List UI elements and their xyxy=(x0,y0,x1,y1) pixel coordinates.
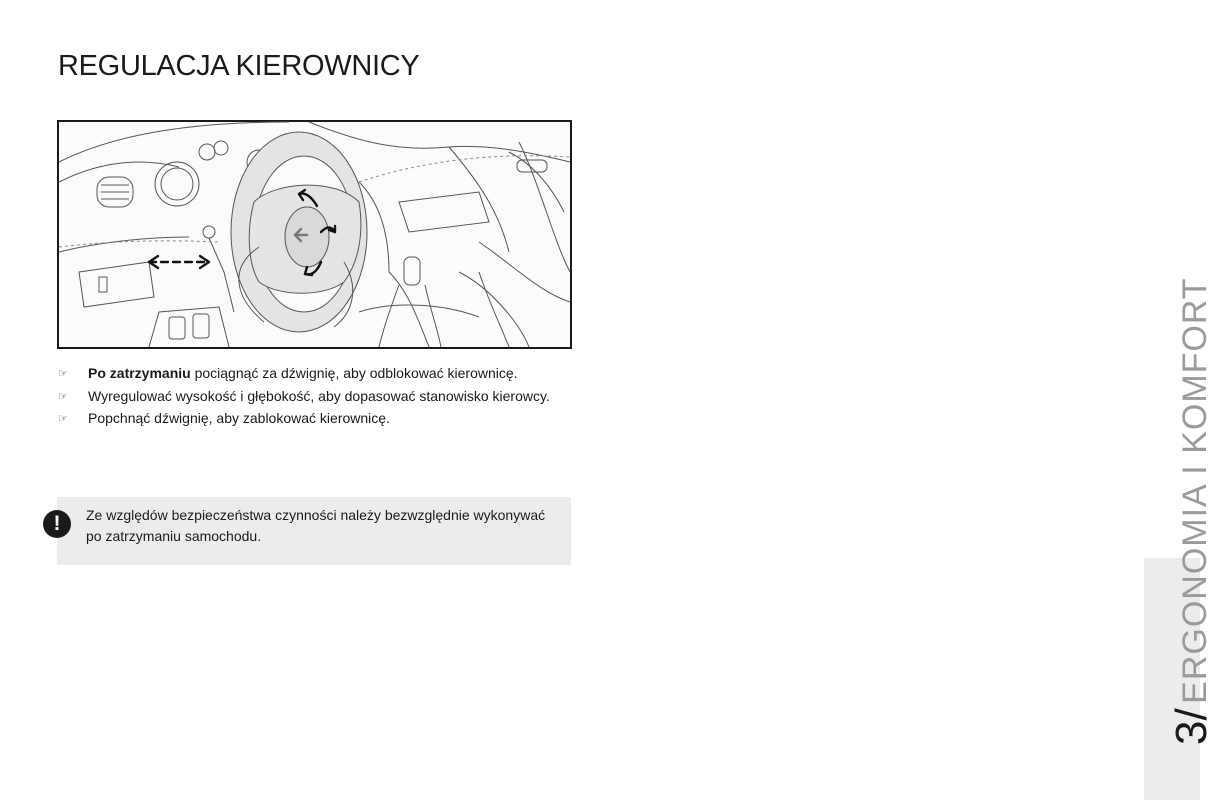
instruction-item xyxy=(58,363,568,384)
instruction-item xyxy=(58,386,568,407)
chapter-name: ERGONOMIA I KOMFORT xyxy=(1176,277,1214,704)
pointing-hand-icon: ☞ xyxy=(58,368,68,380)
instruction-item xyxy=(58,408,568,429)
chapter-label xyxy=(1167,277,1216,745)
instruction-emphasis: Po zatrzymaniu xyxy=(88,365,191,381)
pointing-hand-icon: ☞ xyxy=(58,390,68,403)
instruction-list xyxy=(58,363,568,431)
warning-exclamation-icon: ! xyxy=(43,510,71,538)
safety-warning xyxy=(53,497,571,565)
warning-text: Ze względów bezpieczeństwa czynności należy bezwzględnie wykonywać po zatrzymaniu samochodu. xyxy=(86,507,546,544)
steering-wheel-illustration xyxy=(57,120,572,349)
page-title: REGULACJA KIEROWNICY xyxy=(58,50,420,82)
instruction-text: Popchnąć dźwignię, aby zablokować kierownicę. xyxy=(88,410,390,426)
instruction-text: pociągnąć za dźwignię, aby odblokować kierownicę. xyxy=(190,365,518,381)
chapter-number: 3/ xyxy=(1167,708,1216,745)
instruction-text: Wyregulować wysokość i głębokość, aby dopasować stanowisko kierowcy. xyxy=(88,387,550,404)
pointing-hand-icon: ☞ xyxy=(58,413,68,425)
